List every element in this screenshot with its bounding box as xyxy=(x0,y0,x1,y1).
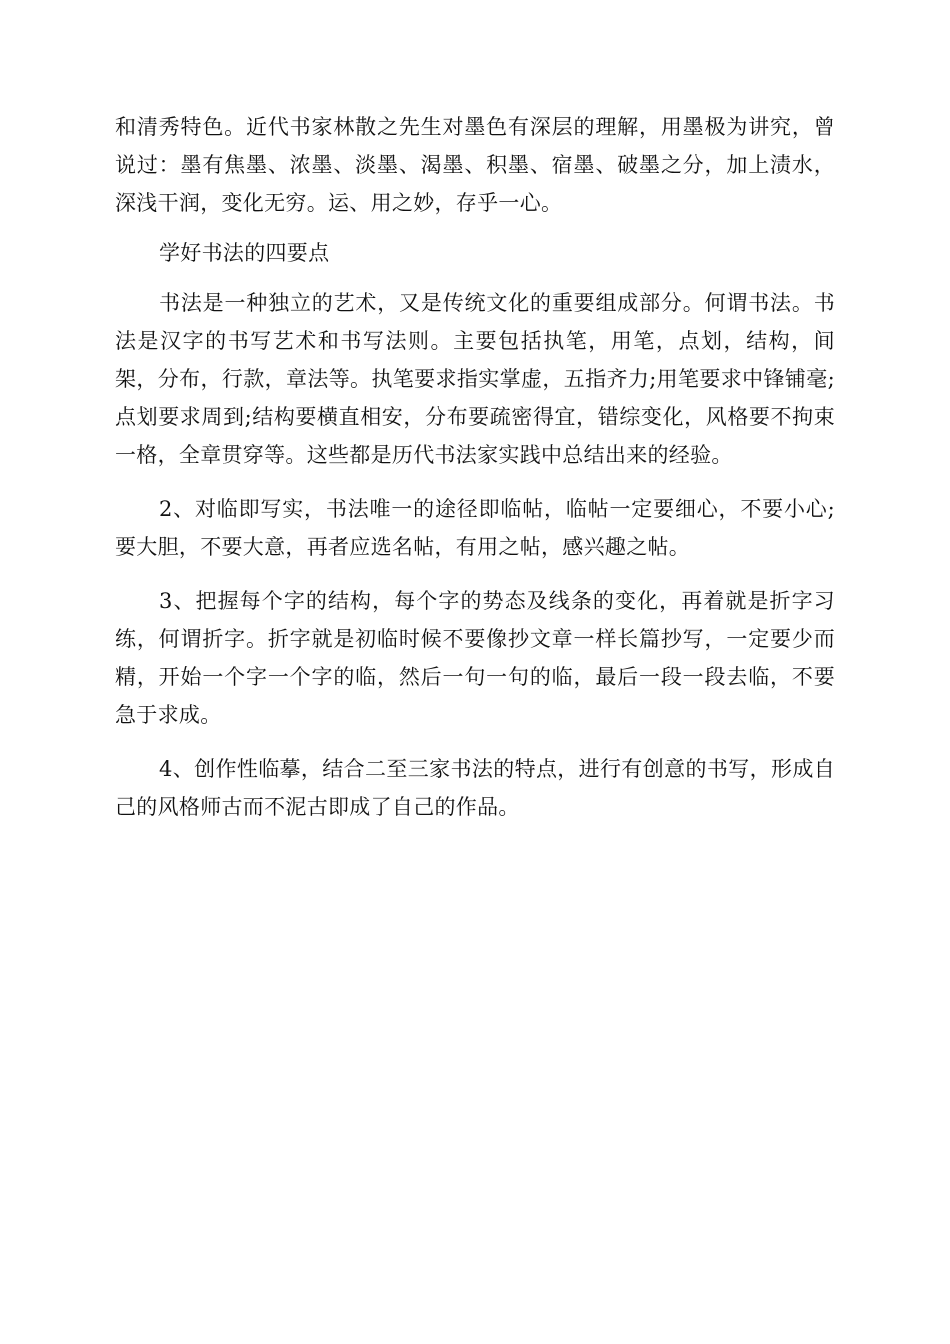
section-heading: 学好书法的四要点 xyxy=(159,241,330,265)
paragraph-point-2: 2、对临即写实，书法唯一的途径即临帖，临帖一定要细心，不要小心;要大胆，不要大意，再者应选名帖，有用之帖，感兴趣之帖。 xyxy=(115,497,835,559)
paragraph-point-4: 4、创作性临摹，结合二至三家书法的特点，进行有创意的书写，形成自己的风格师古而不泥古即成了自己的作品。 xyxy=(115,757,835,819)
paragraph-ink-color: 和清秀特色。近代书家林散之先生对墨色有深层的理解，用墨极为讲究，曾说过：墨有焦墨、浓墨、淡墨、渴墨、积墨、宿墨、破墨之分，加上渍水，深浅干润，变化无穷。运、用之妙，存乎一心。 xyxy=(115,115,835,215)
paragraph-point-3: 3、把握每个字的结构，每个字的势态及线条的变化，再着就是折字习练，何谓折字。折字就是初临时候不要像抄文章一样长篇抄写，一定要少而精，开始一个字一个字的临，然后一句一句的临，最后一段一段去临，不要急于求成。 xyxy=(115,589,835,727)
paragraph-calligraphy-intro: 书法是一种独立的艺术，又是传统文化的重要组成部分。何谓书法。书法是汉字的书写艺术和书写法则。主要包括执笔，用笔，点划，结构，间架，分布，行款，章法等。执笔要求指实掌虚，五指齐力;用笔要求中锋铺毫;点划要求周到;结构要横直相安，分布要疏密得宜，错综变化，风格要不拘束一格，全章贯穿等。这些都是历代书法家实践中总结出来的经验。 xyxy=(115,291,835,467)
document-page xyxy=(115,108,835,826)
